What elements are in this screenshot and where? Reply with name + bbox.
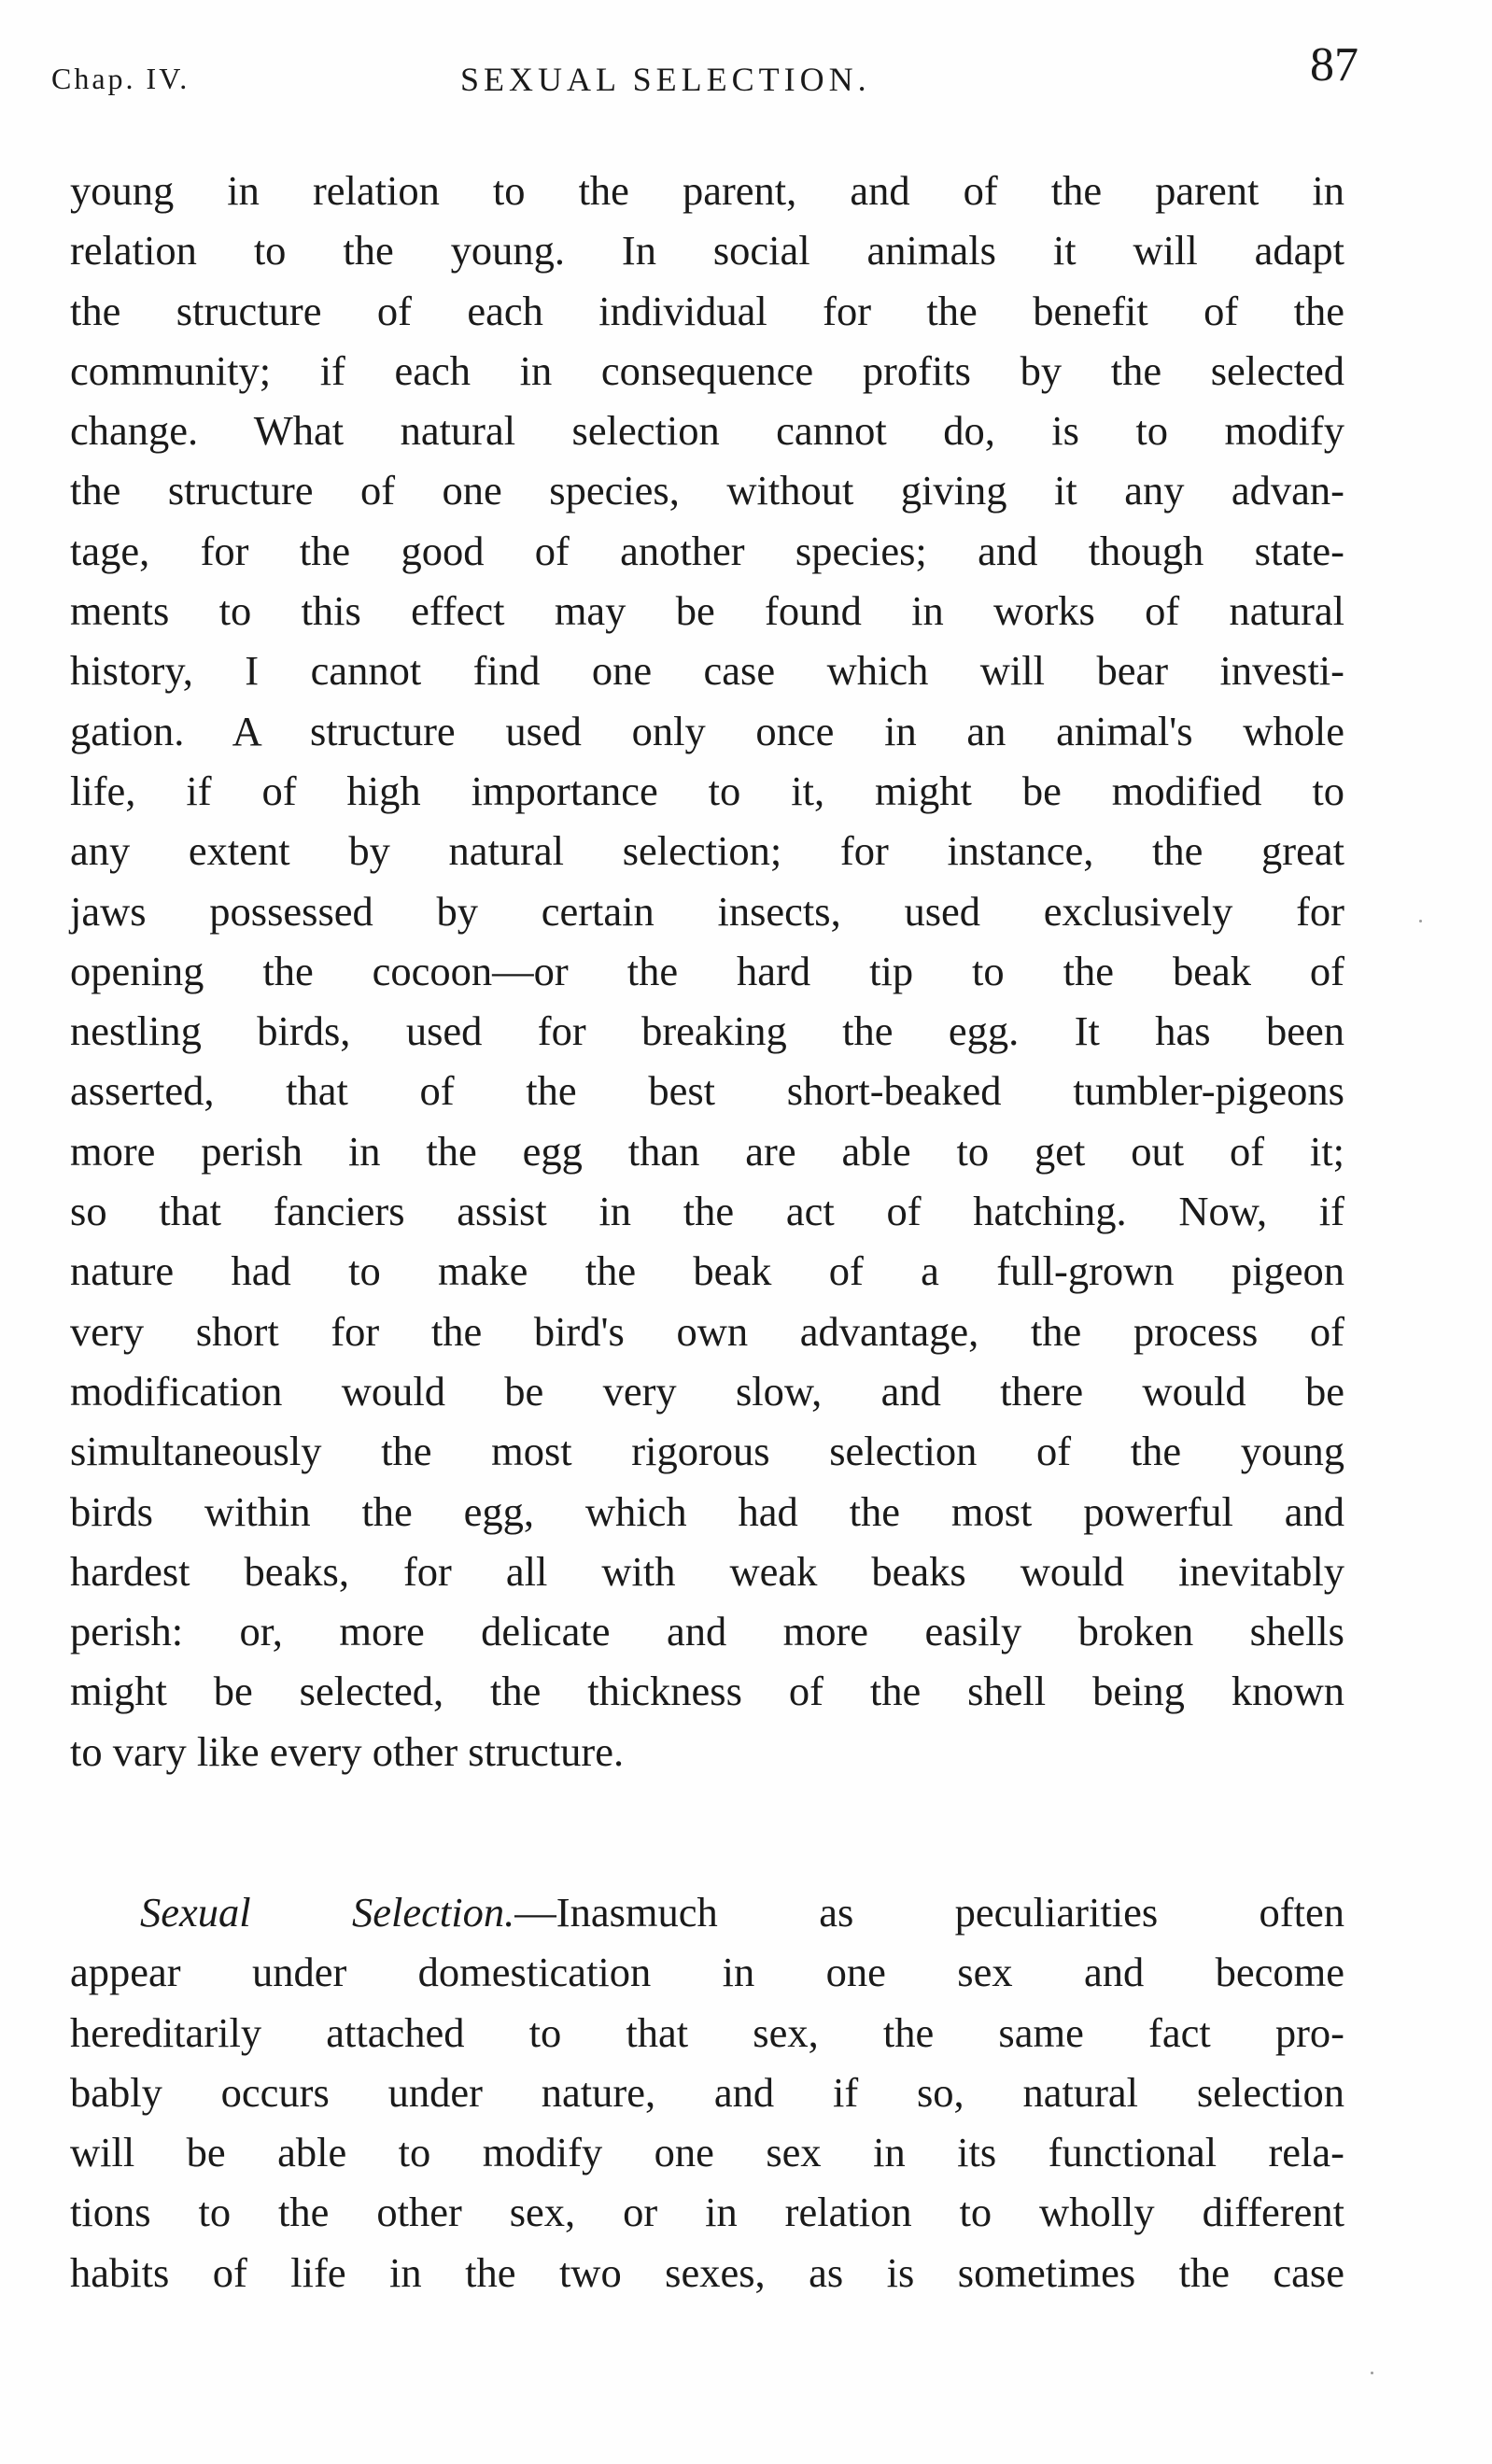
- running-title: SEXUAL SELECTION.: [460, 61, 871, 98]
- text-line: community; if each in consequence profits by the selected: [70, 346, 1344, 394]
- text-line: any extent by natural selection; for instance, the great: [70, 827, 1344, 875]
- text-line: the structure of each individual for the benefit of the: [70, 287, 1344, 334]
- paragraph-continuation: [70, 161, 1344, 1781]
- chapter-label: Chap. IV.: [51, 62, 190, 95]
- text-line: tions to the other sex, or in relation to wholly different: [70, 2189, 1344, 2236]
- text-line: might be selected, the thickness of the shell being known: [70, 1668, 1344, 1715]
- text-line: young in relation to the parent, and of the parent in: [70, 167, 1344, 214]
- page-number: 87: [1310, 38, 1358, 92]
- text-line: opening the cocoon—or the hard tip to the beak of: [70, 947, 1344, 994]
- text-line: history, I cannot find one case which will bear investi-: [70, 647, 1344, 695]
- text-line: modification would be very slow, and there would be: [70, 1367, 1344, 1415]
- text-line: birds within the egg, which had the most powerful and: [70, 1487, 1344, 1535]
- text-line: appear under domestication in one sex and become: [70, 1949, 1344, 1996]
- text-line: nature had to make the beak of a full-grown pigeon: [70, 1247, 1344, 1295]
- text-line: bably occurs under nature, and if so, natural selection: [70, 2068, 1344, 2116]
- text-line: relation to the young. In social animals it will adapt: [70, 227, 1344, 275]
- text-line: perish: or, more delicate and more easily broken shells: [70, 1608, 1344, 1655]
- scan-speck: [1419, 920, 1422, 922]
- text-line: jaws possessed by certain insects, used exclusively for: [70, 887, 1344, 935]
- text-line: asserted, that of the best short-beaked tumbler-pigeons: [70, 1067, 1344, 1115]
- page-header: [51, 35, 1358, 110]
- text-line: the structure of one species, without giving it any advan-: [70, 467, 1344, 514]
- heading-continuation: —Inasmuch as peculiarities often: [514, 1889, 1344, 1936]
- text-line: more perish in the egg than are able to get out of it;: [70, 1127, 1344, 1175]
- text-line: ments to this effect may be found in works of natural: [70, 587, 1344, 635]
- text-line: to vary like every other structure.: [70, 1727, 625, 1775]
- text-line: nestling birds, used for breaking the egg. It has been: [70, 1007, 1344, 1055]
- text-line: life, if of high importance to it, might be modified to: [70, 767, 1344, 814]
- text-line: tage, for the good of another species; and though state-: [70, 527, 1344, 574]
- section-heading: Sexual Selection.: [140, 1889, 515, 1936]
- text-line: will be able to modify one sex in its functional rela-: [70, 2129, 1344, 2176]
- text-line: hereditarily attached to that sex, the same fact pro-: [70, 2008, 1344, 2056]
- text-line: gation. A structure used only once in an animal's whole: [70, 707, 1344, 754]
- paragraph-sexual-selection: [70, 1882, 1344, 2302]
- text-line: so that fanciers assist in the act of hatching. Now, if: [70, 1188, 1344, 1235]
- text-line: habits of life in the two sexes, as is sometimes the case: [70, 2248, 1344, 2296]
- scan-speck: [1371, 2372, 1373, 2374]
- text-line: hardest beaks, for all with weak beaks would inevitably: [70, 1547, 1344, 1595]
- text-line: very short for the bird's own advantage, the process of: [70, 1307, 1344, 1355]
- text-line: simultaneously the most rigorous selection of the young: [70, 1428, 1344, 1475]
- text-line: [70, 1882, 1344, 1942]
- text-line: change. What natural selection cannot do, is to modify: [70, 407, 1344, 455]
